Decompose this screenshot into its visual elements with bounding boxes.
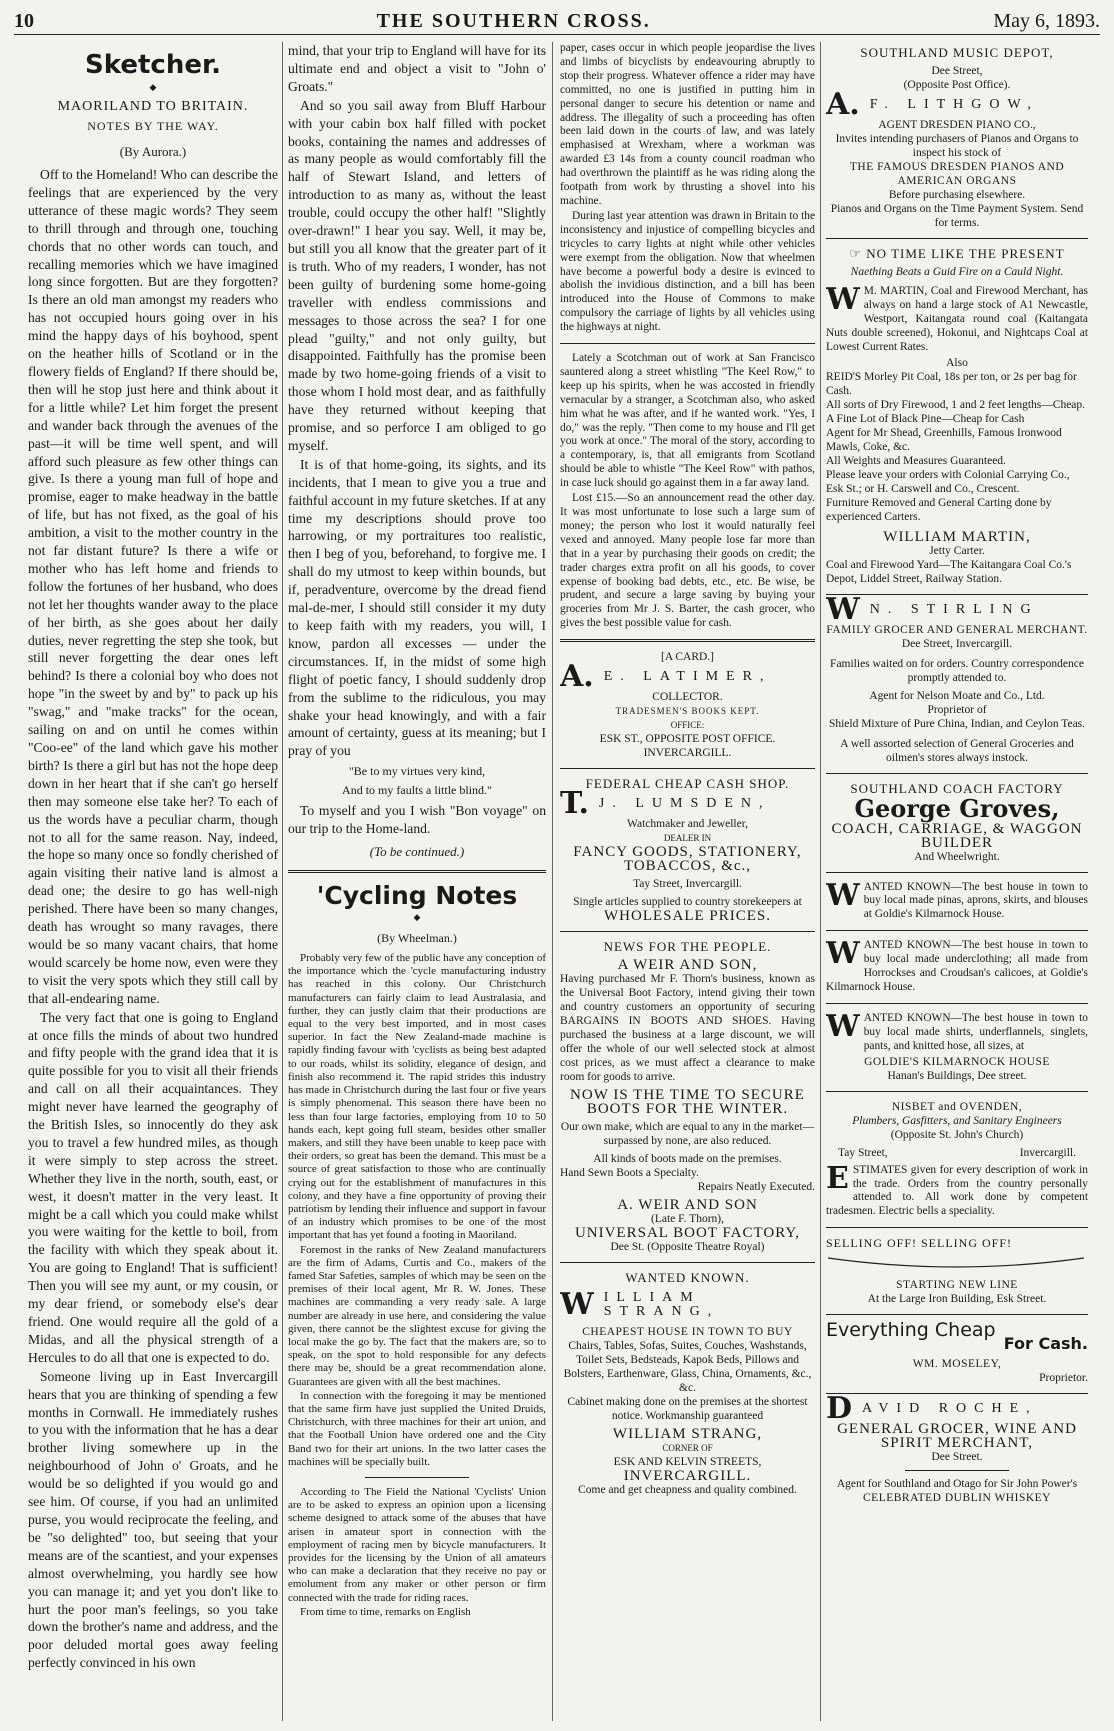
lithgow-payment: Pianos and Organs on the Time Payment System. Send for terms.: [830, 203, 1084, 229]
martin-weights: All Weights and Measures Guaranteed.: [826, 454, 1006, 467]
column-rule: [820, 42, 821, 1721]
lithgow-ad: [826, 46, 1088, 230]
latimer-role: COLLECTOR.: [652, 691, 723, 704]
nisbet-name: NISBET and OVENDEN,: [891, 1100, 1023, 1113]
lithgow-invites: Invites intending purchasers of Pianos and Organs to inspect his stock of: [835, 133, 1079, 159]
stirling-families: Families waited on for orders. Country correspondence promptly attended to.: [830, 657, 1084, 684]
stirling-ad: [826, 591, 1088, 765]
goldie-buildings: Hanan's Buildings, Dee street.: [887, 1069, 1027, 1082]
nisbet-ad: [826, 1100, 1088, 1220]
article-paragraph: paper, cases occur in which people jeopardise the lives and limbs of bicyclists by endeavouring abruptly to stop their progress. Whatever offence a rider may have committed, no one is justified in putting him in personal danger to secure his detention or name and address. The illegality of such a proceeding has often been laid down in the courts of law, and was lately emphasised at Wrexham, where a workman was awarded £3 14s from a county council roadman who had overthrown the plaintiff as he was riding along the footpath from work by thrusting a shovel into his machine.: [560, 42, 815, 207]
sketcher-notes: NOTES BY THE WAY.: [87, 119, 219, 133]
strang-head: WANTED KNOWN.: [625, 1270, 750, 1286]
roche-initial: D: [826, 1391, 853, 1427]
groves-head: SOUTHLAND COACH FACTORY: [850, 780, 1064, 796]
verse-line: "Be to my virtues very kind,: [348, 764, 486, 779]
weir-firm-2: A. WEIR AND SON: [617, 1197, 758, 1214]
ornament: ◆: [413, 912, 421, 923]
strang-streets: ESK AND KELVIN STREETS,: [613, 1456, 762, 1469]
latimer-initial: A.: [560, 659, 594, 695]
goldie-ads: [826, 877, 1088, 1083]
latimer-address: ESK ST., OPPOSITE POST OFFICE.: [599, 733, 776, 746]
martin-orders: Please leave your orders with Colonial Carrying Co., Esk St.; or H. Carswell and Co., Crescent.: [826, 468, 1070, 495]
article-paragraph: In connection with the foregoing it may be mentioned that the same firm have just supplied the United Druids, Christchurch, with three machines for their art union, and that the Football Union have ordered one and the City Band two for their art unions. In the two latter cases the machines will be specially built.: [288, 1389, 546, 1468]
article-paragraph: Lately a Scotchman out of work at San Francisco sauntered along a street whistling "The Keel Row," to keep up his spirits, when he was accosted in friendly vernacular by a stranger, a Scotchman also, who asked him what he was after, and if he wanted work. "Yes, I do," was the reply. "Then come to my house and I'll get you work at once." The moral of the story, according to a contemporary, is, that all emigrants from Scotland should be able to whistle "The Keel Row" with pathos, in case luck should go against them in a far away land.: [560, 352, 815, 490]
lumsden-prices: WHOLESALE PRICES.: [604, 908, 771, 925]
column-rule: [282, 42, 283, 1721]
article-paragraph: Someone living up in East Invercargill hears that you are thinking of spending a few months in Cornwall. He immediately rushes to you with the information that he has a dear brother living somewhere up in the neighbourhood of John o' Groats, and he would be so delighted if you would go and see him. Of course, if you had an unlimited purse, you would reciprocate the feeling, and be "so delighted" too, but seeing that your means are of the scantiest, and your expenses almost overwhelming, you hardly see how you can manage it; and yet you don't like to hurt the poor man's feelings, so you take down the brother's name and address, and the poor deluded mortal goes away feeling perfectly convinced in his own: [28, 1368, 278, 1671]
article-paragraph: Off to the Homeland! Who can describe the feelings that are experienced by the very utterance of these magic words? They seem to thrill through and through one, touching chords that no other words can touch, and recalling memories which we have imagined long since forgotten. But are they forgotten? Is there an old man amongst my readers who has not occupied hours going over in his mind the happy days of his boyhood, spent on the heather hills of Scotland or in the flowery fields of England? If there should be, then will he stop just here and think about it for a little while? Let him forget the present and wander back through the avenues of the past—it will be time well spent, and will afford such pleasure as few other things can give. Is there a young man full of hope and promise, eager to make headway in the battle of life, but has not fixed, as the goal of his ambition, a visit to the mother country in the not far distant future? Is there a wife or mother who has left home and friends to follow the fortunes of her husband, who does not let her thoughts wander away to the place of her birth, as she goes about her daily duties, never regretting the step she took, but still never forgetting the dear ones left behind? Is there a colonial boy who does not hope "in the sweet by and by" to pack up his "swag," and "make tracks" for the ocean, sailing on and on until he comes within "Coo-ee" of the land which gave his mother birth? Is there a girl but has not the hope deep down in her heart that if she can't go herself then may someone else take her? To each of us the words have a peculiar charm, though not to all for the same reason. Nay, indeed, the hope so many once so fondly cherished of again visiting their native land is almost a dead one; the desire to go has well-nigh perished. There have been so many changes, death has wrought so many ravages, there would be so many vacant chairs, that home would scarcely be home now, even were they to visit the very spots which they still call by that all-endearing name.: [28, 167, 278, 1006]
lumsden-note: Single articles supplied to country storekeepers at: [573, 896, 802, 909]
latimer-office: OFFICE:: [670, 720, 705, 731]
martin-reids: REID'S Morley Pit Coal, 18s per ton, or 2s per bag for Cash.: [826, 370, 1077, 397]
weir-head: NEWS FOR THE PEOPLE.: [603, 939, 772, 955]
moseley-line: STARTING NEW LINE: [896, 1279, 1018, 1292]
lithgow-depot: SOUTHLAND MUSIC DEPOT,: [860, 45, 1054, 60]
roche-trade: GENERAL GROCER, WINE AND SPIRIT MERCHANT,: [837, 1421, 1077, 1452]
curve-ornament: [826, 1256, 1088, 1274]
goldie-ad-1: WANTED KNOWN—The best house in town to buy local made pinas, aprons, skirts, and blouses at Goldie's Kilmarnock House.: [826, 877, 1088, 921]
goldie-house: GOLDIE'S KILMARNOCK HOUSE: [864, 1055, 1050, 1068]
lumsden-dealer: DEALER IN: [663, 833, 712, 844]
lumsden-trade: Watchmaker and Jeweller,: [627, 818, 748, 831]
divider: [365, 1477, 468, 1478]
column-1: [28, 42, 278, 1721]
moseley-prop: Proprietor.: [1039, 1372, 1088, 1385]
lithgow-street: Dee Street,: [931, 65, 983, 77]
lumsden-name: J. LUMSDEN,: [598, 796, 771, 812]
martin-agent: Agent for Mr Shead, Greenhills, Famous Ironwood Mawls, Coke, &c.: [826, 426, 1062, 453]
issue-date: May 6, 1893.: [993, 9, 1100, 32]
weir-ad: [560, 940, 815, 1254]
article-paragraph: Probably very few of the public have any conception of the importance which the 'cycle manufacturing industry has reached in this colony. Our Christchurch manufacturers can fairly claim to lead Australasia, and further, they can justly claim that their productions are equal to the very best imported, and in most cases superior. In fact the New Zealand-made machine is rapidly finding favour with 'cyclists as being best adapted to our roads, whilst its solidity, elegance of design, and finish also recommend it. The rapid strides this industry has made in Christchurch during the last four or five years is simply phenomenal. This season there have been no less than four large factories, employing from 10 to 50 hands each, kept going full steam, besides other smaller makers, and still they have been unable to keep pace with their orders, so great has been the demand. This must be a source of great satisfaction to those who are continually crying out for the establishment of manufactures in this colony, and they have a fine opportunity of proving their patriotism by lending their influence and support in favour of an industry which promises to be one of the most important that has yet found a footing in Maoriland.: [288, 952, 546, 1242]
divider: [560, 768, 815, 769]
martin-also: Also: [946, 356, 968, 369]
strang-town: INVERCARGILL.: [623, 1468, 752, 1485]
martin-body: W M. MARTIN, Coal and Firewood Merchant, has always on hand a large stock of A1 Newcastle, Westport, Kaitangata round coal (Kaitangata Nuts double screened), Hokonui, and Nightcaps Coal at Lowest Current Rates.: [826, 282, 1088, 353]
divider: [826, 1227, 1088, 1228]
ornament: ◆: [149, 82, 157, 92]
strang-corner: CORNER OF: [662, 1443, 713, 1454]
strang-cabinet: Cabinet making done on the premises at the shortest notice. Workmanship guaranteed: [567, 1396, 808, 1423]
lithgow-famous: THE FAMOUS DRESDEN PIANOS AND AMERICAN ORGANS: [849, 161, 1065, 187]
divider: [905, 1470, 1010, 1471]
divider: [560, 639, 815, 642]
strang-cheapest: CHEAPEST HOUSE IN TOWN TO BUY: [582, 1326, 793, 1339]
divider: [826, 872, 1088, 873]
nisbet-body: ESTIMATES given for every description of work in the trade. Orders from the country personally attended to. All work done by competent tradesmen. Electric bells a speciality.: [826, 1160, 1088, 1218]
weir-body: Having purchased Mr F. Thorn's business, known as the Universal Boot Factory, intend giving their town and country customers an opportunity of securing BARGAINS IN BOOTS AND SHOES. Having purchased the business at a large discount, we will offer the whole of our well selected stock at almost cost prices, as we must affect a clearance to make room for goods to arrive.: [560, 973, 815, 1084]
column-2: [288, 42, 546, 1721]
divider: [826, 930, 1088, 931]
latimer-card: [A CARD.]: [660, 651, 715, 664]
divider: [826, 1091, 1088, 1092]
groves-name: George Groves,: [854, 793, 1060, 823]
weir-now: NOW IS THE TIME TO SECURE BOOTS FOR THE WINTER.: [570, 1087, 805, 1118]
lithgow-name: F. LITHGOW,: [869, 97, 1039, 112]
martin-carter: Jetty Carter.: [929, 544, 985, 557]
moseley-cash: For Cash.: [1003, 1334, 1088, 1354]
goldie-ad-3: WANTED KNOWN—The best house in town to buy local made shirts, underflannels, singlets, pants, and knitted hose, all sizes, at: [826, 1008, 1088, 1052]
weir-late: (Late F. Thorn),: [651, 1213, 724, 1226]
lumsden-ad: [560, 777, 815, 923]
column-rule: [552, 42, 553, 1721]
sketcher-title: Sketcher.: [85, 50, 221, 80]
section-divider: [288, 870, 546, 873]
moseley-building: At the Large Iron Building, Esk Street.: [867, 1293, 1047, 1306]
groves-trade: COACH, CARRIAGE, & WAGGON BUILDER: [831, 820, 1083, 851]
weir-street: Dee St. (Opposite Theatre Royal): [610, 1241, 765, 1254]
cycling-title: 'Cycling Notes: [316, 881, 518, 911]
article-paragraph: During last year attention was drawn in Britain to the inconsistency and injustice of compelling bicycles and tricycles to carry lights at night while other vehicles were exempt from the obligation. Now that wheelmen have become a powerful body a desire is evinced to abolish the invidious distinction, and a bill has been introduced into the House of Commons to make compulsory the carriage of lights by all vehicles using the highways at night.: [560, 209, 815, 334]
nisbet-opposite: (Opposite St. John's Church): [890, 1128, 1024, 1141]
moseley-name: WM. MOSELEY,: [912, 1358, 1002, 1371]
martin-name: WILLIAM MARTIN,: [883, 528, 1031, 545]
divider: [560, 1262, 815, 1263]
newspaper-title: THE SOUTHERN CROSS.: [376, 9, 651, 32]
martin-head: ☞ NO TIME LIKE THE PRESENT: [849, 246, 1065, 261]
lumsden-initial: T.: [560, 786, 589, 822]
strang-name: ILLIAM STRANG,: [603, 1290, 720, 1320]
divider: [826, 1003, 1088, 1004]
nisbet-town: Invercargill.: [1019, 1146, 1076, 1159]
stirling-selection: A well assorted selection of General Groceries and oilmen's stores always instock.: [840, 737, 1074, 764]
martin-furniture: Furniture Removed and General Carting done by experienced Carters.: [826, 496, 1052, 523]
column-3: [560, 42, 815, 1721]
weir-premises: All kinds of boots made on the premises.: [593, 1153, 782, 1166]
stirling-agent: Agent for Nelson Moate and Co., Ltd.: [869, 689, 1045, 702]
stirling-street: Dee Street, Invercargill.: [901, 637, 1013, 650]
weir-own: Our own make, which are equal to any in the market—surpassed by none, are also reduced.: [560, 1121, 815, 1148]
strang-ad: [560, 1271, 815, 1497]
cycling-byline: (By Wheelman.): [377, 931, 457, 946]
sketcher-subtitle: MAORILAND TO BRITAIN.: [57, 99, 249, 114]
roche-name: AVID ROCHE,: [862, 1401, 1038, 1417]
latimer-books: TRADESMEN'S BOOKS KEPT.: [615, 706, 760, 717]
nisbet-street: Tay Street,: [838, 1146, 888, 1159]
divider: [826, 594, 1088, 595]
article-paragraph: The very fact that one is going to England at once fills the minds of about two hundred and fifty people with the grand idea that it is quite possible for you to visit all their friends and call on all their acquaintances. They might never have learned the geography of the British Isles, so innocently do they ask you to travel a few hundred miles, as though it were simply to step across the street. Whether they live in the north, south, east, or west, it doesn't matter in the very least. It might be a call which you could make whilst you were waiting for the kettle to boil, from the facility with which they speak about it. You are going to England! That is sufficient! Then you will see my aunt, or my cousin, or my dear friend, or somebody else's dear friend. One would require all the gold of a Midas, and all the physical strength of a Hercules to do all that one is expected to do.: [28, 1009, 278, 1365]
lithgow-agent: AGENT DRESDEN PIANO CO.,: [878, 119, 1036, 131]
divider: [826, 1314, 1088, 1315]
article-paragraph: mind, that your trip to England will have for its ultimate end and object a visit to "John o' Groats.": [288, 43, 546, 94]
martin-motto: Naething Beats a Guid Fire on a Cauld Night.: [850, 266, 1064, 278]
page-number: 10: [14, 9, 34, 32]
divider: [826, 238, 1088, 239]
lithgow-before: Before purchasing elsewhere.: [888, 189, 1026, 201]
latimer-name: E. LATIMER,: [603, 669, 772, 685]
martin-yard: Coal and Firewood Yard—The Kaitangara Coal Co.'s Depot, Liddel Street, Railway Station.: [826, 558, 1072, 585]
continued-note: (To be continued.): [369, 844, 465, 860]
weir-specialty: Hand Sewn Boots a Specialty.: [560, 1167, 699, 1180]
article-paragraph: According to The Field the National 'Cyclists' Union are to be asked to express an opinion upon a licensing scheme designed to attack some of the abuses that have arisen in amateur sport in connection with the employment of racing men by bicycle manufacturers. It provides for the licensing by the Union of all amateurs who can make a declaration that they receive no pay or emolument from any maker or other person or firm connected with the trade for riding races.: [288, 1485, 546, 1604]
martin-ad: [826, 247, 1088, 586]
nisbet-trade: Plumbers, Gasfitters, and Sanitary Engineers: [852, 1114, 1062, 1127]
roche-whiskey: CELEBRATED DUBLIN WHISKEY: [863, 1492, 1051, 1505]
stirling-initial: W: [826, 591, 860, 627]
divider: [826, 1393, 1088, 1394]
divider: [560, 931, 815, 932]
lithgow-opposite: (Opposite Post Office).: [903, 79, 1011, 91]
article-paragraph: It is of that home-going, its sights, and its incidents, that I mean to give you a true and faithful account in my future sketches. If at any time my descriptions should prove too harrowing, or my portraitures too realistic, then I beg of you, beforehand, to forgive me. I shall do my utmost to keep within bounds, but if, peradventure, overcome by the dread fiend mal-de-mer, I should still consider it my duty to keep faith with my readers, you will, I know, pardon all excesses — under the circumstances. If, in the midst of some high flight of poetic fancy, I should suddenly drop from the sublime to the ridiculous, you may shake your head knowingly, and with a fair amount of certainty, guess at its meaning; but I pray of you: [288, 456, 546, 759]
lumsden-address: Tay Street, Invercargill.: [633, 878, 742, 891]
moseley-ad: [826, 1236, 1088, 1385]
stirling-shield: Shield Mixture of Pure China, Indian, and Ceylon Teas.: [828, 717, 1086, 730]
moseley-cheap: Everything Cheap: [826, 1319, 996, 1342]
article-paragraph: Foremost in the ranks of New Zealand manufacturers are the firm of Adams, Curtis and Co., makers of the famed Star Safeties, samples of which may be seen on the premises of their local agent, Mr R. W. Jones. These machines are commanding a very ready sale. A large number are already in use here, and considering the value given, there cannot be the slightest excuse for giving the local make the go by. The fact that the makers are, so to speak, on the spot to hold responsible for any defects there may be, should be a great recommendation alone. Guarantees are given with all the best machines.: [288, 1243, 546, 1388]
stirling-name: N. STIRLING: [869, 601, 1039, 617]
latimer-ad: [560, 650, 815, 760]
martin-firewood: All sorts of Dry Firewood, 1 and 2 feet lengths—Cheap.: [826, 398, 1086, 411]
strang-come: Come and get cheapness and quality combined.: [578, 1484, 797, 1497]
strang-initial: W: [560, 1287, 594, 1323]
lumsden-head: FEDERAL CHEAP CASH SHOP.: [585, 776, 790, 792]
sketcher-byline: (By Aurora.): [119, 144, 187, 159]
strang-items: Chairs, Tables, Sofas, Suites, Couches, Washstands, Toilet Sets, Bedsteads, Kapok Beds, Pillows and Bolsters, Earthenware, Glass, China, Ornaments, &c., &c.: [563, 1340, 812, 1395]
stirling-trade: FAMILY GROCER AND GENERAL MERCHANT.: [826, 623, 1088, 636]
weir-firm: A WEIR AND SON,: [617, 957, 758, 974]
lithgow-initial: A.: [826, 87, 860, 122]
article-paragraph: And so you sail away from Bluff Harbour with your cabin box half filled with pocket books, containing the names and addresses of as many people as would comfortably fill the half of Stewart Island, and letters of introduction to as many as, without the least trouble, could occupy the other half! "Slightly over-drawn!" I hear you say. Well, it may be, but still you all know that the greater part of it is truth. Who of my readers, I wonder, has not been guilty of burdening some home-going traveller with endless commissions and messages to those across the sea? I for one plead "guilty," and not only guilty, but disappointed. Faithfully has the promise been made by two home-going friends of a visit to those whom I hold most dear, and as faithfully have they returned without keeping that promise, and so perforce I am obliged to go myself.: [288, 97, 546, 453]
roche-street: Dee Street.: [931, 1451, 983, 1464]
latimer-town: INVERCARGILL.: [643, 747, 732, 760]
pointing-hand-icon: ☞: [849, 246, 867, 261]
groves-ad: [826, 782, 1088, 864]
roche-ad: [826, 1391, 1088, 1505]
masthead: [14, 8, 1100, 35]
column-4: [826, 42, 1088, 1721]
weir-factory: UNIVERSAL BOOT FACTORY,: [574, 1225, 801, 1242]
article-paragraph: From time to time, remarks on English: [300, 1605, 471, 1618]
divider: [826, 773, 1088, 774]
divider: [560, 343, 815, 344]
article-paragraph: Lost £15.—So an announcement read the other day. It was most unfortunate to lose such a large sum of money; the person who lost it would naturally feel vexed and annoyed. Many people lose far more than that in a year by purchasing their goods on credit; the trader charges extra profit on all his goods, to cover expense of booking bad debts, etc., etc. Be wise, be prudent, and secure a large saving by buying your groceries from Mr J. S. Barter, the cash grocer, who gives the best possible value for cash.: [560, 492, 815, 630]
stirling-proprietor: Proprietor of: [927, 703, 987, 716]
lumsden-goods: FANCY GOODS, STATIONERY, TOBACCOS, &c.,: [573, 844, 802, 875]
moseley-selling: SELLING OFF! SELLING OFF!: [826, 1236, 1013, 1251]
weir-repairs: Repairs Neatly Executed.: [697, 1181, 815, 1194]
verse-line: And to my faults a little blind.": [342, 783, 492, 798]
roche-agent: Agent for Southland and Otago for Sir John Power's: [836, 1478, 1078, 1491]
article-paragraph: To myself and you I wish "Bon voyage" on our trip to the Home-land.: [288, 803, 546, 837]
goldie-ad-2: WANTED KNOWN—The best house in town to buy local made underclothing; all made from Horrockses and Croudsan's calicoes, at Goldie's Kilmarnock House.: [826, 936, 1088, 993]
martin-black-pine: A Fine Lot of Black Pine—Cheap for Cash: [826, 412, 1025, 425]
groves-wheel: And Wheelwright.: [914, 850, 1000, 863]
strang-name-2: WILLIAM STRANG,: [612, 1426, 763, 1443]
